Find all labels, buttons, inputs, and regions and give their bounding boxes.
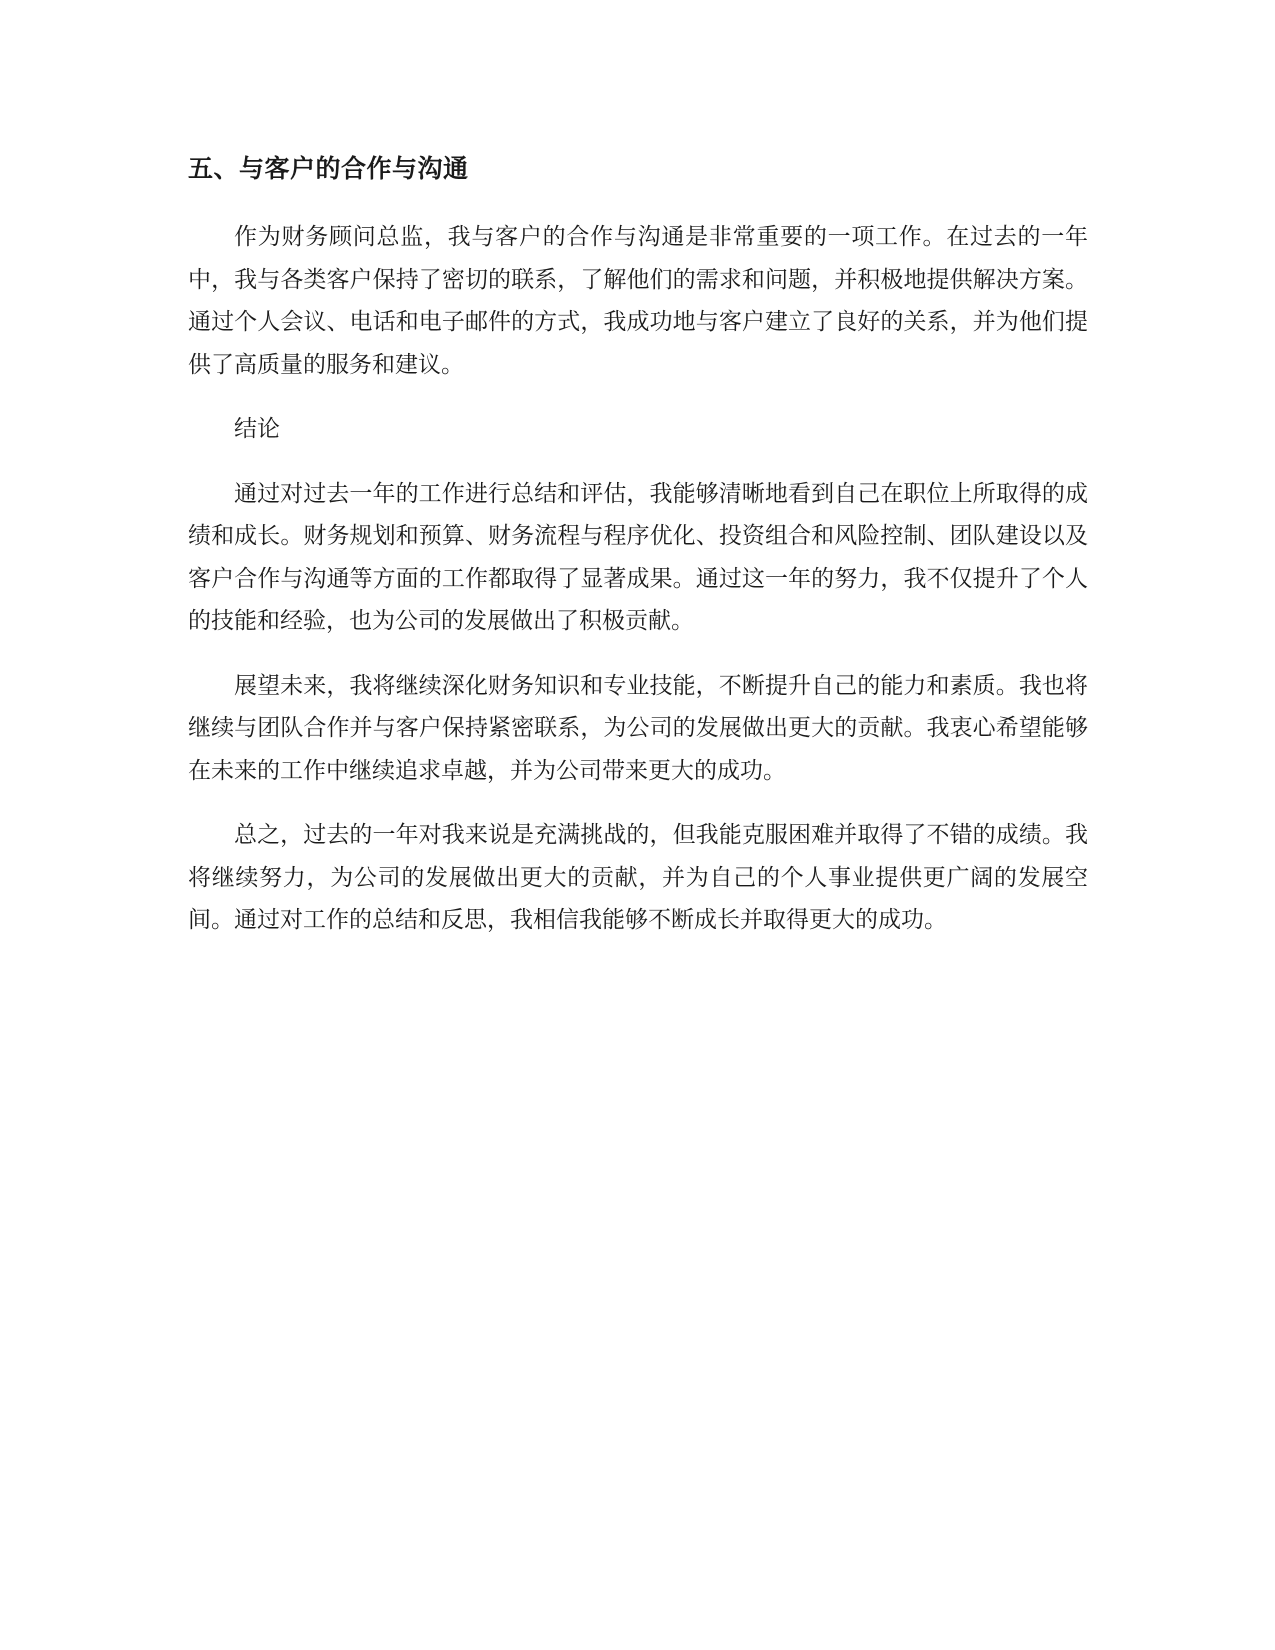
paragraph-outlook: 展望未来，我将继续深化财务知识和专业技能，不断提升自己的能力和素质。我也将继续与团队合作并与客户保持紧密联系，为公司的发展做出更大的贡献。我衷心希望能够在未来的工作中继续追求卓越，并为公司带来更大的成功。 [188, 672, 1088, 784]
paragraph-client-cooperation: 作为财务顾问总监，我与客户的合作与沟通是非常重要的一项工作。在过去的一年中，我与各类客户保持了密切的联系，了解他们的需求和问题，并积极地提供解决方案。通过个人会议、电话和电子邮件的方式，我成功地与客户建立了良好的关系，并为他们提供了高质量的服务和建议。 [188, 224, 1088, 378]
paragraph-summary: 通过对过去一年的工作进行总结和评估，我能够清晰地看到自己在职位上所取得的成绩和成长。财务规划和预算、财务流程与程序优化、投资组合和风险控制、团队建设以及客户合作与沟通等方面的工作都取得了显著成果。通过这一年的努力，我不仅提升了个人的技能和经验，也为公司的发展做出了积极贡献。 [188, 480, 1088, 634]
paragraph-closing: 总之，过去的一年对我来说是充满挑战的，但我能克服困难并取得了不错的成绩。我将继续努力，为公司的发展做出更大的贡献，并为自己的个人事业提供更广阔的发展空间。通过对工作的总结和反思，我相信我能够不断成长并取得更大的成功。 [188, 822, 1088, 933]
document-body [188, 148, 1088, 964]
section-heading: 五、与客户的合作与沟通 [188, 154, 469, 183]
paragraph-conclusion-label: 结论 [234, 416, 280, 442]
